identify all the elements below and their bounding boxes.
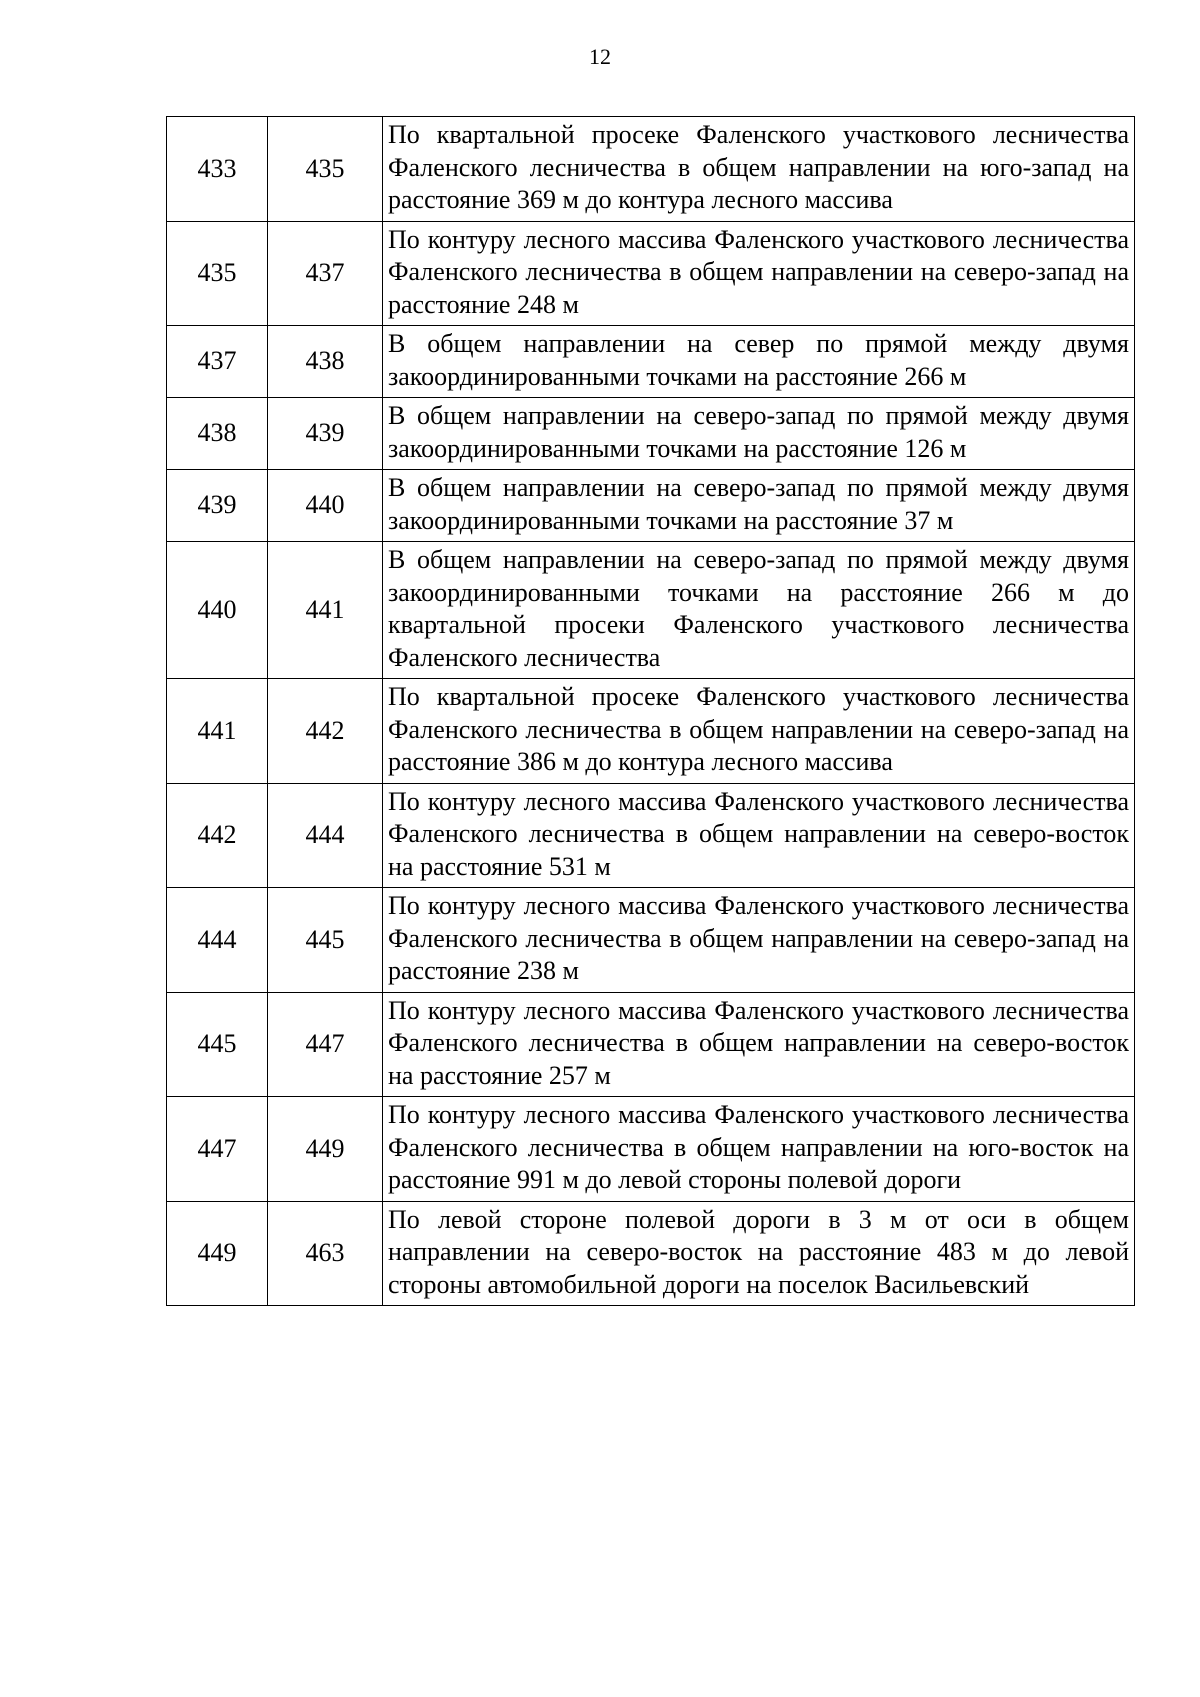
table-row — [167, 888, 1135, 993]
table-row — [167, 992, 1135, 1097]
to-point-cell: 449 — [268, 1097, 383, 1202]
to-point-cell: 445 — [268, 888, 383, 993]
to-point-cell: 444 — [268, 783, 383, 888]
boundary-description-cell: В общем направлении на северо-запад по прямой между двумя закоординированными точками на расстояние 37 м — [383, 470, 1135, 542]
table-row — [167, 221, 1135, 326]
from-point-cell: 447 — [167, 1097, 268, 1202]
from-point-cell: 444 — [167, 888, 268, 993]
from-point-cell: 435 — [167, 221, 268, 326]
to-point-cell: 463 — [268, 1201, 383, 1306]
table-row — [167, 1201, 1135, 1306]
from-point-cell: 442 — [167, 783, 268, 888]
table-row — [167, 542, 1135, 679]
to-point-cell: 447 — [268, 992, 383, 1097]
from-point-cell: 439 — [167, 470, 268, 542]
boundary-description-cell: В общем направлении на северо-запад по прямой между двумя закоординированными точками на расстояние 126 м — [383, 398, 1135, 470]
table-row — [167, 470, 1135, 542]
boundary-description-cell: По контуру лесного массива Фаленского участкового лесничества Фаленского лесничества в общем направлении на северо-запад на расстояние 248 м — [383, 221, 1135, 326]
table-row — [167, 679, 1135, 784]
from-point-cell: 441 — [167, 679, 268, 784]
boundary-description-cell: По квартальной просеке Фаленского участкового лесничества Фаленского лесничества в общем направлении на северо-запад на расстояние 386 м до контура лесного массива — [383, 679, 1135, 784]
table-row — [167, 326, 1135, 398]
table-row — [167, 117, 1135, 222]
boundary-description-table — [166, 116, 1135, 1306]
to-point-cell: 440 — [268, 470, 383, 542]
page-number: 12 — [589, 44, 611, 69]
to-point-cell: 441 — [268, 542, 383, 679]
boundary-description-cell: В общем направлении на север по прямой между двумя закоординированными точками на расстояние 266 м — [383, 326, 1135, 398]
boundary-description-cell: По квартальной просеке Фаленского участкового лесничества Фаленского лесничества в общем направлении на юго-запад на расстояние 369 м до контура лесного массива — [383, 117, 1135, 222]
boundary-description-cell: По контуру лесного массива Фаленского участкового лесничества Фаленского лесничества в общем направлении на северо-восток на расстояние 257 м — [383, 992, 1135, 1097]
table-row — [167, 783, 1135, 888]
from-point-cell: 433 — [167, 117, 268, 222]
to-point-cell: 439 — [268, 398, 383, 470]
to-point-cell: 437 — [268, 221, 383, 326]
boundary-description-cell: В общем направлении на северо-запад по прямой между двумя закоординированными точками на расстояние 266 м до квартальной просеки Фаленского участкового лесничества Фаленского лесничества — [383, 542, 1135, 679]
from-point-cell: 449 — [167, 1201, 268, 1306]
from-point-cell: 445 — [167, 992, 268, 1097]
boundary-description-cell: По контуру лесного массива Фаленского участкового лесничества Фаленского лесничества в общем направлении на северо-восток на расстояние 531 м — [383, 783, 1135, 888]
from-point-cell: 437 — [167, 326, 268, 398]
boundary-description-cell: По контуру лесного массива Фаленского участкового лесничества Фаленского лесничества в общем направлении на северо-запад на расстояние 238 м — [383, 888, 1135, 993]
to-point-cell: 442 — [268, 679, 383, 784]
from-point-cell: 438 — [167, 398, 268, 470]
from-point-cell: 440 — [167, 542, 268, 679]
table-row — [167, 398, 1135, 470]
to-point-cell: 438 — [268, 326, 383, 398]
table-row — [167, 1097, 1135, 1202]
to-point-cell: 435 — [268, 117, 383, 222]
boundary-description-cell: По левой стороне полевой дороги в 3 м от оси в общем направлении на северо-восток на расстояние 483 м до левой стороны автомобильной дороги на поселок Васильевский — [383, 1201, 1135, 1306]
boundary-description-cell: По контуру лесного массива Фаленского участкового лесничества Фаленского лесничества в общем направлении на юго-восток на расстояние 991 м до левой стороны полевой дороги — [383, 1097, 1135, 1202]
